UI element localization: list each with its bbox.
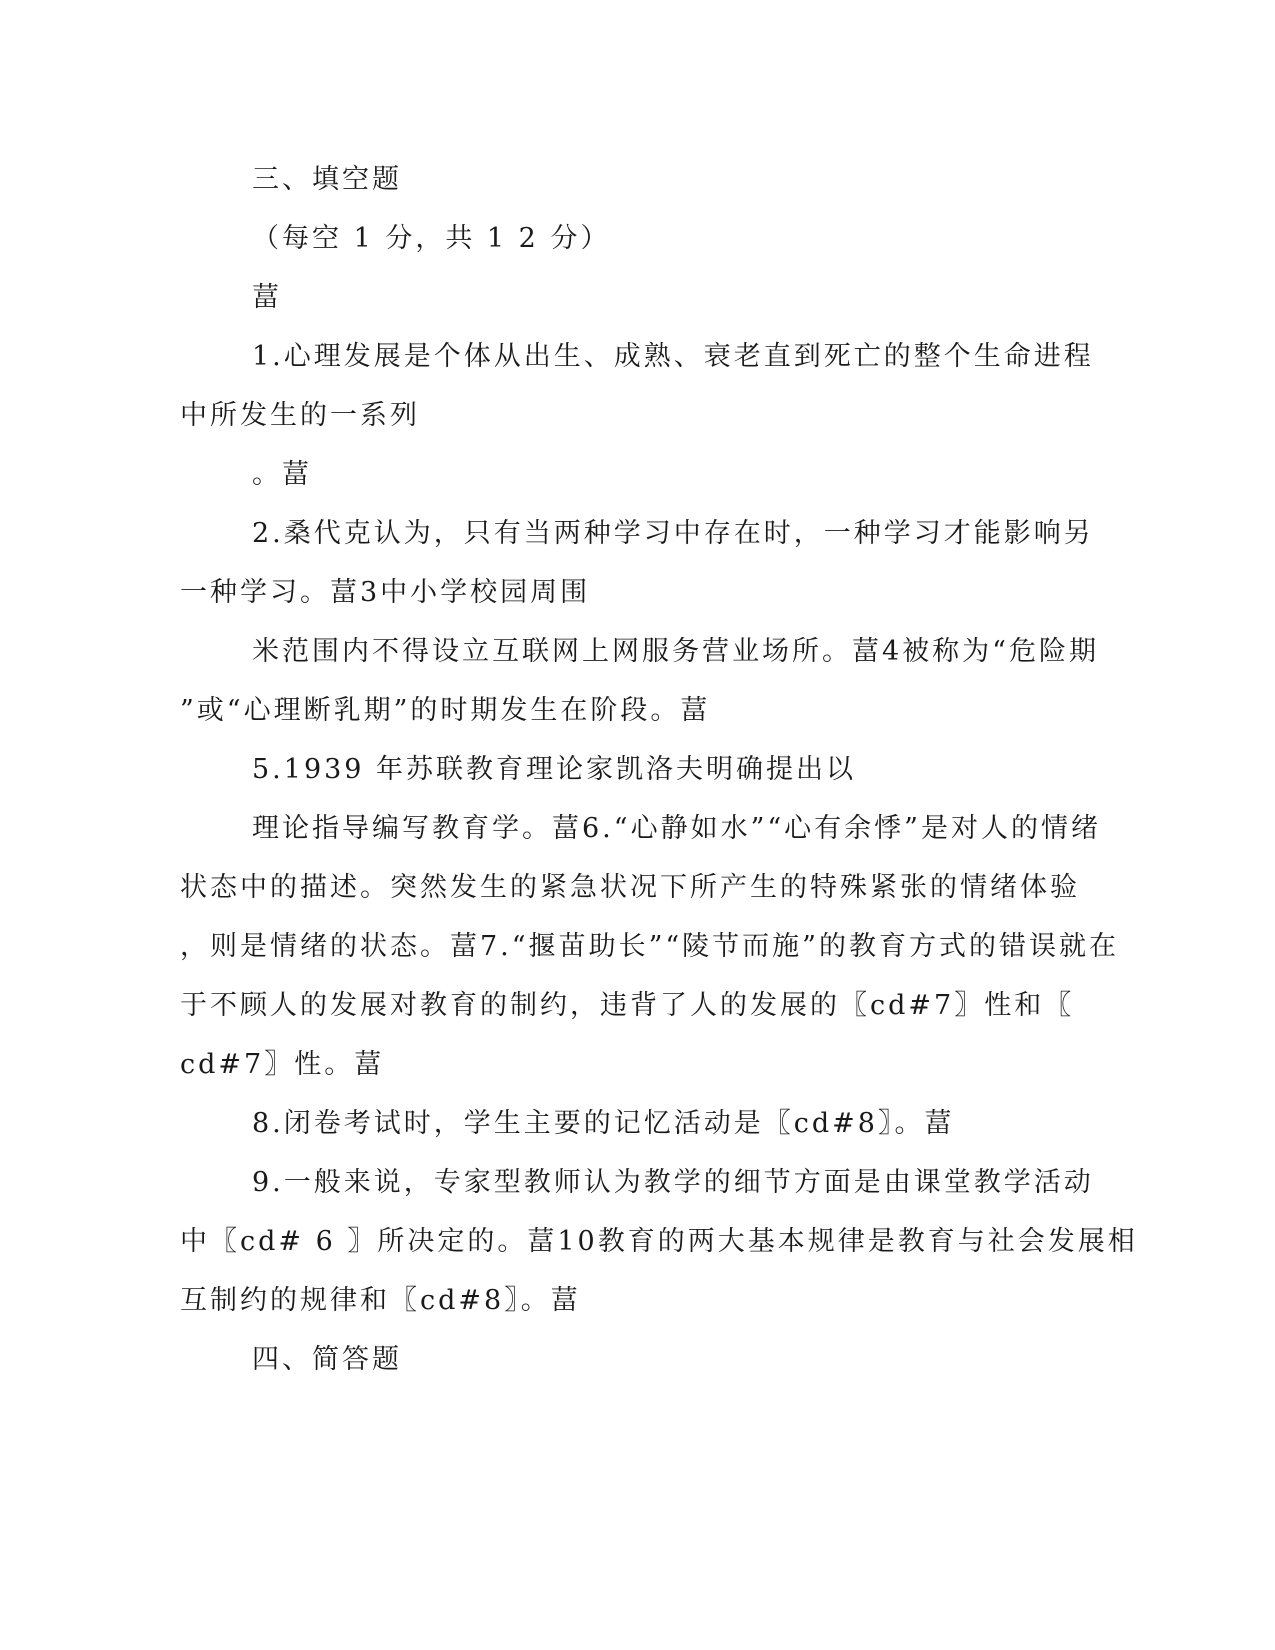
question-7-line: ，则是情绪的状态。葍7.“揠苗助长”“陵节而施”的教育方式的错误就在 (180, 931, 1119, 962)
question-6-line: 理论指导编写教育学。葍6.“心静如水”“心有余悸”是对人的情绪 (252, 813, 1101, 844)
paragraph-line: 葍 (252, 282, 282, 313)
question-5-line: 5.1939 年苏联教育理论家凯洛夫明确提出以 (252, 754, 857, 785)
question-6-line: 状态中的描述。突然发生的紧急状况下所产生的特殊紧张的情绪体验 (180, 872, 1080, 903)
question-10-line: 中〖cd# 6 〗所决定的。葍10教育的两大基本规律是教育与社会发展相 (180, 1226, 1138, 1257)
question-3-line: 米范围内不得设立互联网上网服务营业场所。葍4被称为“危险期 (252, 636, 1099, 667)
question-1-line: 1.心理发展是个体从出生、成熟、衰老直到死亡的整个生命进程 (252, 341, 1094, 372)
question-1-line: 中所发生的一系列 (180, 400, 420, 431)
question-2-line: 一种学习。葍3中小学校园周围 (180, 577, 591, 608)
question-2-line: 2.桑代克认为，只有当两种学习中存在时，一种学习才能影响另 (252, 518, 1094, 549)
question-7-line: 于不顾人的发展对教育的制约，违背了人的发展的〖cd#7〗性和〖 (180, 990, 1075, 1021)
score-note: （每空 1 分，共 1 2 分） (252, 223, 611, 254)
question-10-line: 互制约的规律和〖cd#8〗。葍 (180, 1285, 581, 1316)
section-heading-short-answer: 四、简答题 (252, 1344, 402, 1375)
question-9-line: 9.一般来说，专家型教师认为教学的细节方面是由课堂教学活动 (252, 1167, 1094, 1198)
question-8-line: 8.闭卷考试时，学生主要的记忆活动是〖cd#8〗。葍 (252, 1108, 955, 1139)
question-4-line: ”或“心理断乳期”的时期发生在阶段。葍 (180, 695, 711, 726)
paragraph-line: 。葍 (252, 459, 312, 490)
question-7-line: cd#7〗性。葍 (180, 1049, 385, 1080)
section-heading-fill-blank: 三、填空题 (252, 164, 402, 195)
